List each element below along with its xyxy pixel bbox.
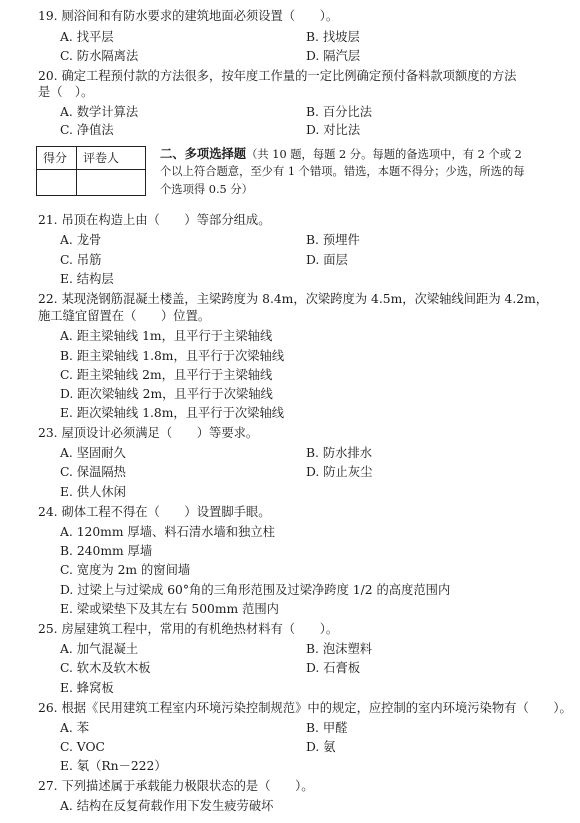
answer-option: B. 找坡层 (306, 30, 360, 44)
section-desc-2: 个以上符合题意，至少有 1 个错项。错选，本题不得分；少选，所选的每 (160, 165, 525, 178)
answer-option: C. 吊筋 (60, 253, 102, 267)
section-desc-1: （共 10 题，每题 2 分。每题的备选项中，有 2 个或 2 (246, 148, 522, 161)
grader-label: 评卷人 (83, 151, 120, 165)
score-box-divider (76, 147, 77, 195)
section-desc-3: 个选项得 0.5 分） (160, 183, 253, 196)
answer-option: D. 防止灰尘 (306, 465, 373, 479)
answer-option: A. 加气混凝土 (60, 642, 139, 656)
question-stem: 22. 某现浇钢筋混凝土楼盖，主梁跨度为 8.4m，次梁跨度为 4.5m，次梁轴线间距为 4.2m， (38, 292, 549, 306)
question-stem: 21. 吊顶在构造上由（ ）等部分组成。 (38, 213, 271, 227)
answer-option: D. 石膏板 (306, 661, 361, 675)
answer-option: A. 数学计算法 (60, 105, 139, 119)
answer-option: C. 保温隔热 (60, 465, 126, 479)
answer-option: A. 距主梁轴线 1m，且平行于主梁轴线 (60, 329, 273, 343)
answer-option: B. 距主梁轴线 1.8m，且平行于次梁轴线 (60, 349, 285, 363)
answer-option: D. 面层 (306, 253, 348, 267)
answer-option: C. 净值法 (60, 123, 114, 137)
score-box-row-line (37, 169, 145, 170)
answer-option: B. 百分比法 (306, 105, 373, 119)
answer-option: C. 防水隔离法 (60, 49, 139, 63)
question-stem: 20. 确定工程预付款的方法很多，按年度工作量的一定比例确定预付备料款项额度的方法 (38, 69, 517, 83)
answer-option: B. 预埋件 (306, 233, 360, 247)
question-stem: 23. 屋顶设计必须满足（ ）等要求。 (38, 426, 259, 440)
answer-option: E. 距次梁轴线 1.8m，且平行于次梁轴线 (60, 406, 285, 420)
question-stem: 施工缝宜留置在（ ）位置。 (38, 309, 211, 323)
score-label: 得分 (43, 151, 68, 165)
answer-option: E. 氡（Rn－222） (60, 759, 167, 773)
answer-option: D. 对比法 (306, 123, 361, 137)
answer-option: D. 隔汽层 (306, 49, 361, 63)
answer-option: A. 120mm 厚墙、料石清水墙和独立柱 (60, 525, 275, 539)
answer-option: C. 宽度为 2m 的窗间墙 (60, 563, 191, 577)
answer-option: B. 甲醛 (306, 721, 348, 735)
answer-option: E. 结构层 (60, 272, 114, 286)
answer-option: A. 找平层 (60, 30, 114, 44)
section-heading-line-1 (160, 146, 522, 163)
answer-option: C. VOC (60, 740, 105, 754)
answer-option: B. 防水排水 (306, 446, 373, 460)
answer-option: A. 龙骨 (60, 233, 102, 247)
question-stem: 24. 砌体工程不得在（ ）设置脚手眼。 (38, 505, 271, 519)
question-stem: 25. 房屋建筑工程中，常用的有机绝热材料有（ ）。 (38, 622, 339, 636)
answer-option: E. 供人休闲 (60, 485, 126, 499)
answer-option: C. 距主梁轴线 2m，且平行于主梁轴线 (60, 368, 273, 382)
question-stem: 27. 下列描述属于承载能力极限状态的是（ ）。 (38, 779, 314, 793)
score-box (36, 146, 146, 196)
question-stem: 19. 厕浴间和有防水要求的建筑地面必须设置（ ）。 (38, 9, 339, 23)
question-stem: 26. 根据《民用建筑工程室内环境污染控制规范》中的规定，应控制的室内环境污染物有（ ）。 (38, 701, 572, 715)
answer-option: A. 苯 (60, 721, 89, 735)
answer-option: D. 过梁上与过梁成 60°角的三角形范围及过梁净跨度 1/2 的高度范围内 (60, 583, 451, 597)
answer-option: B. 泡沫塑料 (306, 642, 373, 656)
question-stem: 是（ ）。 (38, 85, 94, 99)
answer-option: E. 蜂窝板 (60, 681, 114, 695)
answer-option: A. 结构在反复荷载作用下发生疲劳破坏 (60, 799, 274, 813)
answer-option: B. 240mm 厚墙 (60, 544, 153, 558)
answer-option: D. 距次梁轴线 2m，且平行于次梁轴线 (60, 387, 273, 401)
answer-option: A. 坚固耐久 (60, 446, 126, 460)
answer-option: C. 软木及软木板 (60, 661, 151, 675)
answer-option: E. 梁或梁垫下及其左右 500mm 范围内 (60, 602, 279, 616)
section-title: 二、多项选择题 (160, 146, 247, 161)
answer-option: D. 氨 (306, 740, 336, 754)
